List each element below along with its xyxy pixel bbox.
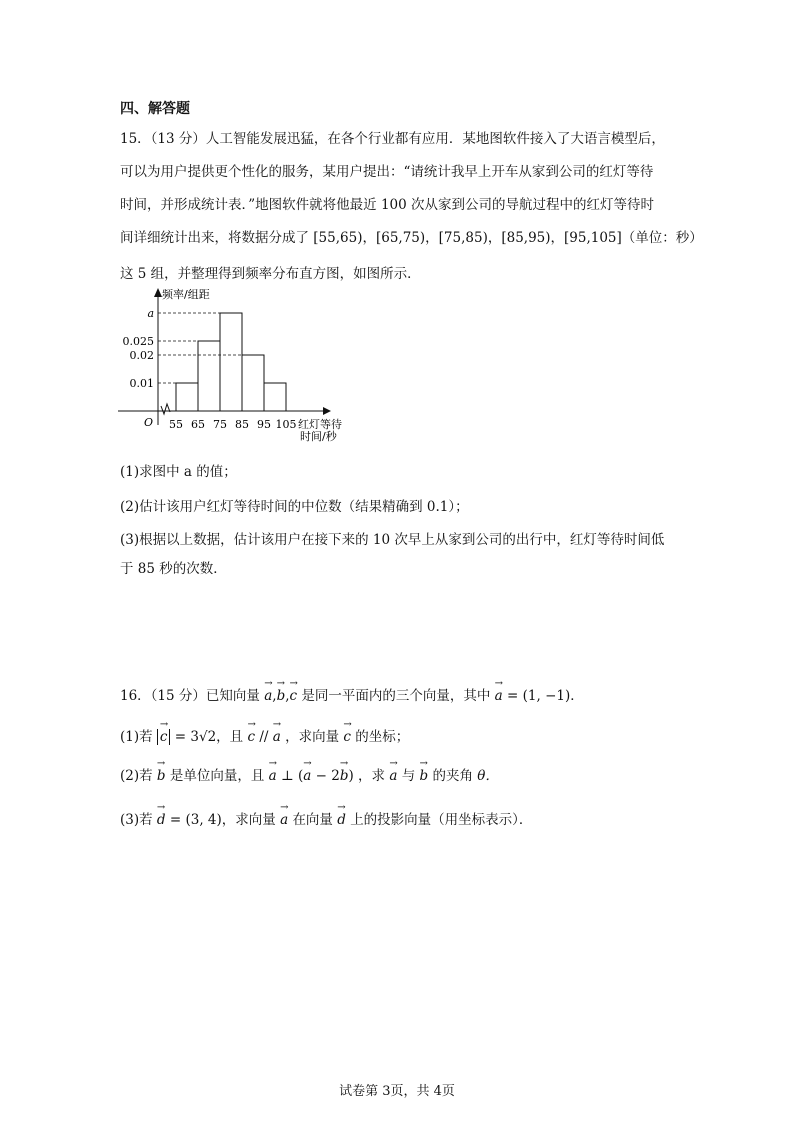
text: 上的投影向量（用坐标表示）． <box>350 812 533 828</box>
vector-b: → b <box>157 764 166 784</box>
problem15-line-1: 15．（13 分）人工智能发展迅猛，在各个行业都有应用．某地图软件接入了大语言模型后， <box>120 131 665 147</box>
theta: θ． <box>477 768 499 784</box>
histogram-bar <box>242 355 264 411</box>
vector-a: → a <box>264 684 272 704</box>
x-tick-label: 85 <box>235 418 249 431</box>
problem16-line-4 <box>120 808 532 828</box>
text: 的坐标； <box>355 729 410 745</box>
magnitude-c <box>157 729 171 745</box>
problem16-line-3: (2)若 → b 是单位向量，且 → a ⊥ (→ a − 2→ b) ，求 → a 与 → b 的夹角 θ． <box>120 764 499 784</box>
vector-c: → c <box>247 725 255 745</box>
vector-b: → b <box>420 764 429 784</box>
vector-b: → b <box>277 684 286 704</box>
text: 16．（15 分）已知向量 <box>120 688 260 704</box>
x-axis-label: 时间/秒 <box>300 430 337 443</box>
text: (2)若 <box>120 768 153 784</box>
vector-c: → c <box>343 725 351 745</box>
y-tick-label: a <box>147 307 154 320</box>
histogram-bar <box>264 383 286 411</box>
y-axis-arrow <box>154 288 162 297</box>
vector-a: → a <box>273 725 281 745</box>
question-1: (1)求图中 a 的值； <box>120 464 237 480</box>
x-tick-label: 95 <box>257 418 271 431</box>
y-axis-label: 频率/组距 <box>162 288 210 301</box>
origin-label: O <box>144 416 154 429</box>
question-3-cont: 于 85 秒的次数． <box>120 561 227 577</box>
x-tick-label: 55 <box>169 418 183 431</box>
problem16-line-2: (1)若 → c = 3√2，且 → c // → a ，求向量 → c 的坐标； <box>120 725 409 745</box>
text: 与 <box>401 768 416 784</box>
page-footer: 试卷第 3页，共 4页 <box>339 1084 455 1099</box>
text: (1)若 <box>120 729 153 745</box>
vector-d: → d <box>337 808 346 828</box>
problem15-line-2: 可以为用户提供更个性化的服务，某用户提出：“请统计我早上开车从家到公司的红灯等待 <box>120 164 654 180</box>
text: ，求 <box>358 768 386 784</box>
vector-a: → a <box>389 764 397 784</box>
problem15-line-4: 间详细统计出来，将数据分成了 [55,65)，[65,75)，[75,85)，[85,95)，[95,105]（单位：秒） <box>120 230 703 246</box>
vector-c: → c <box>290 684 298 704</box>
text: (3)若 <box>120 812 153 828</box>
y-tick-label: 0.025 <box>122 335 154 348</box>
text: 在向量 <box>292 812 333 828</box>
axis-break-mark <box>161 404 170 414</box>
text: ，求向量 <box>285 729 340 745</box>
question-2: (2)估计该用户红灯等待时间的中位数（结果精确到 0.1）； <box>120 499 469 515</box>
vector-a: → a <box>269 764 277 784</box>
question-3: (3)根据以上数据，估计该用户在接下来的 10 次早上从家到公司的出行中，红灯等待时间低 <box>120 532 665 548</box>
text: = (3, 4)，求向量 <box>169 812 276 828</box>
histogram-bar <box>220 313 242 411</box>
problem16-line-1: 16．（15 分）已知向量 → a,→ b,→ c 是同一平面内的三个向量，其中 → a = (1, −1)． <box>120 684 584 704</box>
text: = (1, −1)． <box>507 688 584 704</box>
y-tick-label: 0.01 <box>129 377 154 390</box>
x-axis-arrow <box>323 407 331 415</box>
text: = 3√2，且 <box>174 729 244 745</box>
text: 是同一平面内的三个向量，其中 <box>301 688 491 704</box>
y-tick-label: 0.02 <box>129 349 154 362</box>
vector-d: → d <box>157 808 166 828</box>
frequency-histogram <box>118 285 368 445</box>
text: 的夹角 <box>432 768 473 784</box>
vector-b: → b <box>340 764 349 784</box>
histogram-bar <box>198 341 220 411</box>
problem15-line-3: 时间，并形成统计表．”地图软件就将他最近 100 次从家到公司的导航过程中的红灯等待时 <box>120 197 655 213</box>
vector-a: → a <box>303 764 311 784</box>
text: 是单位向量，且 <box>169 768 265 784</box>
vector-a: → a <box>495 684 503 704</box>
vector-c: → c <box>160 725 168 745</box>
x-tick-label: 75 <box>213 418 227 431</box>
vector-a: → a <box>280 808 288 828</box>
x-tick-label: 65 <box>191 418 205 431</box>
section-title: 四、解答题 <box>120 101 190 117</box>
x-axis-label: 红灯等待 <box>298 418 342 431</box>
histogram-bar <box>176 383 198 411</box>
problem15-line-5: 这 5 组，并整理得到频率分布直方图，如图所示． <box>120 266 421 282</box>
x-tick-label: 105 <box>275 418 297 431</box>
